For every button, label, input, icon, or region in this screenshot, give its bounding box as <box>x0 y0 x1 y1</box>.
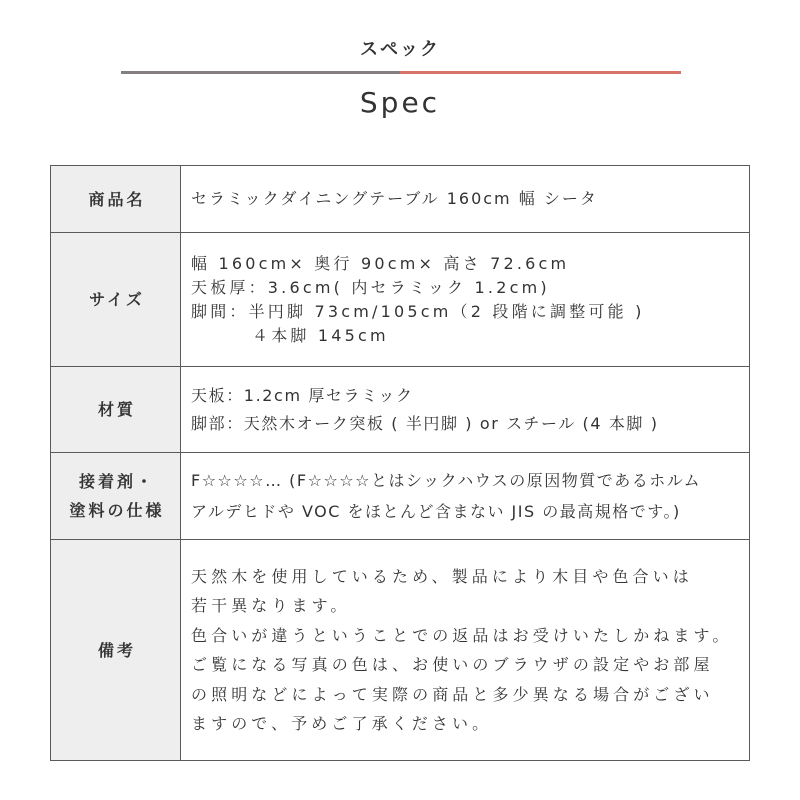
section-title-english: Spec <box>359 86 441 119</box>
value-line: F☆☆☆☆… (F☆☆☆☆とはシックハウスの原因物質であるホルム <box>191 471 702 490</box>
row-value <box>181 233 749 366</box>
row-value <box>181 453 749 539</box>
row-label <box>51 233 181 366</box>
value-line: ご覧になる写真の色は、お使いのブラウザの設定やお部屋 <box>191 655 714 674</box>
value-line: セラミックダイニングテーブル 160cm 幅 シータ <box>191 189 598 208</box>
value-line: 脚間：半円脚 73cm/105cm（2 段階に調整可能 ) <box>191 301 645 321</box>
spec-table <box>50 165 750 761</box>
row-label-text: 商品名 <box>88 189 146 209</box>
value-line: の照明などによって実際の商品と多少異なる場合がござい <box>191 684 714 704</box>
divider-red-segment <box>400 71 681 74</box>
divider-gray-segment <box>121 71 400 74</box>
row-value <box>181 367 749 452</box>
value-line: 若干異なります。 <box>191 596 351 615</box>
title-divider <box>121 71 681 74</box>
value-line: 天板：1.2cm 厚セラミック <box>191 385 414 405</box>
spec-row-material <box>51 366 749 452</box>
value-line: 色合いが違うということでの返品はお受けいたしかねます。 <box>191 625 733 645</box>
spec-row-adhesive-paint <box>51 452 749 539</box>
row-label-text: 塗料の仕様 <box>69 501 165 520</box>
row-value <box>181 166 749 232</box>
value-line: アルデヒドや VOC をほとんど含まない JIS の最高規格です。) <box>191 502 681 521</box>
value-line: 天然木を使用しているため、製品により木目や色合いは <box>191 566 693 586</box>
spec-row-product-name <box>51 166 749 232</box>
row-value <box>181 540 749 760</box>
value-line: ますので、予めご了承ください。 <box>191 714 493 733</box>
value-line: 天板厚：3.6cm( 内セラミック 1.2cm) <box>191 277 550 297</box>
spec-row-size <box>51 232 749 366</box>
section-title-japanese: スペック <box>360 39 440 60</box>
row-label-text: 接着剤・ <box>78 472 155 491</box>
spec-row-notes <box>51 539 749 760</box>
value-line: ４本脚 145cm <box>252 325 389 345</box>
value-line: 幅 160cm× 奥行 90cm× 高さ 72.6cm <box>191 253 570 273</box>
row-label <box>51 367 181 452</box>
value-line: 脚部：天然木オーク突板 ( 半円脚 ) or スチール (4 本脚 ) <box>191 413 659 433</box>
row-label <box>51 453 181 539</box>
row-label <box>51 166 181 232</box>
row-label-text: サイズ <box>89 290 145 309</box>
row-label-text: 備考 <box>97 640 136 660</box>
row-label-text: 材質 <box>97 400 136 419</box>
row-label <box>51 540 181 760</box>
